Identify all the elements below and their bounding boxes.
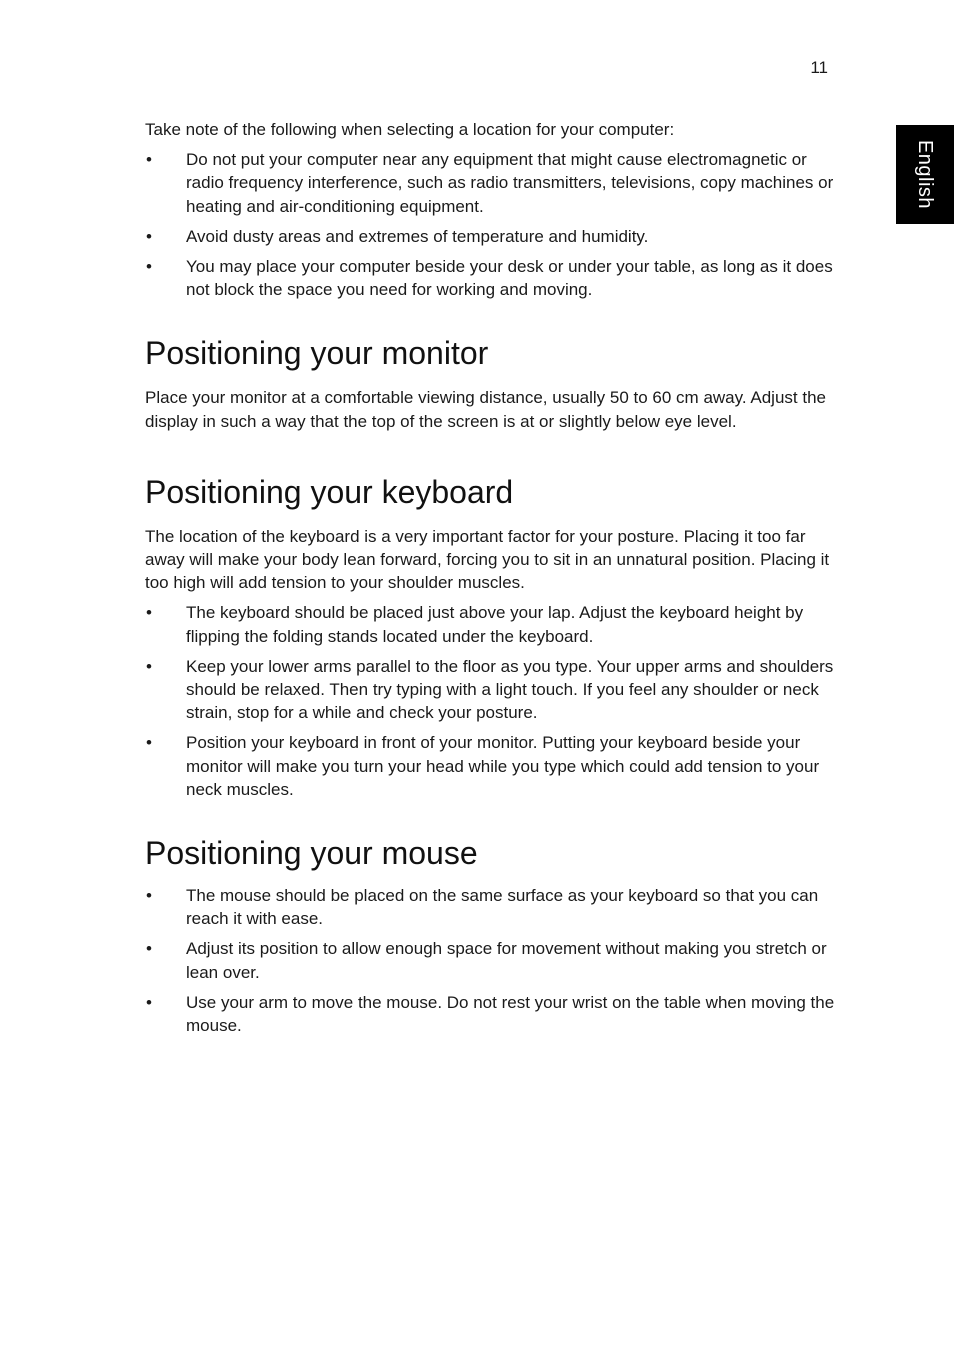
list-item: • Position your keyboard in front of your monitor. Putting your keyboard beside your monitor will make you turn your head while you type which could add tension to your neck muscles. [145, 731, 835, 801]
keyboard-bullet-list [145, 601, 835, 801]
language-tab-label: English [914, 139, 937, 210]
monitor-heading: Positioning your monitor [145, 335, 489, 372]
list-item: • Use your arm to move the mouse. Do not rest your wrist on the table when moving the mouse. [145, 991, 835, 1037]
page-number: 11 [810, 58, 828, 77]
mouse-bullet-list [145, 884, 835, 1037]
document-body [145, 118, 835, 1044]
intro-section [145, 118, 835, 301]
mouse-heading: Positioning your mouse [145, 835, 478, 872]
intro-bullet-list [145, 148, 835, 301]
monitor-paragraph: Place your monitor at a comfortable viewing distance, usually 50 to 60 cm away. Adjust the display in such a way that the top of the screen is at or slightly below eye level. [145, 388, 826, 431]
keyboard-paragraph: The location of the keyboard is a very important factor for your posture. Placing it too far away will make your body lean forward, forcing you to sit in an unnatural position. Placing it too high will add tension to your shoulder muscles. [145, 526, 830, 593]
list-item: • You may place your computer beside your desk or under your table, as long as it does not block the space you need for working and moving. [145, 255, 835, 301]
monitor-section [145, 334, 835, 432]
list-item: • Keep your lower arms parallel to the floor as you type. Your upper arms and shoulders should be relaxed. Then try typing with a light touch. If you feel any shoulder or neck strain, stop for a while and check your posture. [145, 655, 835, 725]
list-item: • Adjust its position to allow enough space for movement without making you stretch or lean over. [145, 937, 835, 983]
list-item: • Avoid dusty areas and extremes of temperature and humidity. [145, 225, 835, 248]
mouse-section [145, 834, 835, 1037]
language-tab [896, 125, 954, 224]
intro-paragraph: Take note of the following when selecting a location for your computer: [145, 120, 675, 139]
list-item: • Do not put your computer near any equipment that might cause electromagnetic or radio frequency interference, such as radio transmitters, televisions, copy machines or heating and air-conditioning equipment. [145, 148, 835, 218]
list-item: • The keyboard should be placed just above your lap. Adjust the keyboard height by flipping the folding stands located under the keyboard. [145, 601, 835, 647]
keyboard-heading: Positioning your keyboard [145, 473, 514, 510]
keyboard-section [145, 473, 835, 801]
list-item: • The mouse should be placed on the same surface as your keyboard so that you can reach it with ease. [145, 884, 835, 930]
